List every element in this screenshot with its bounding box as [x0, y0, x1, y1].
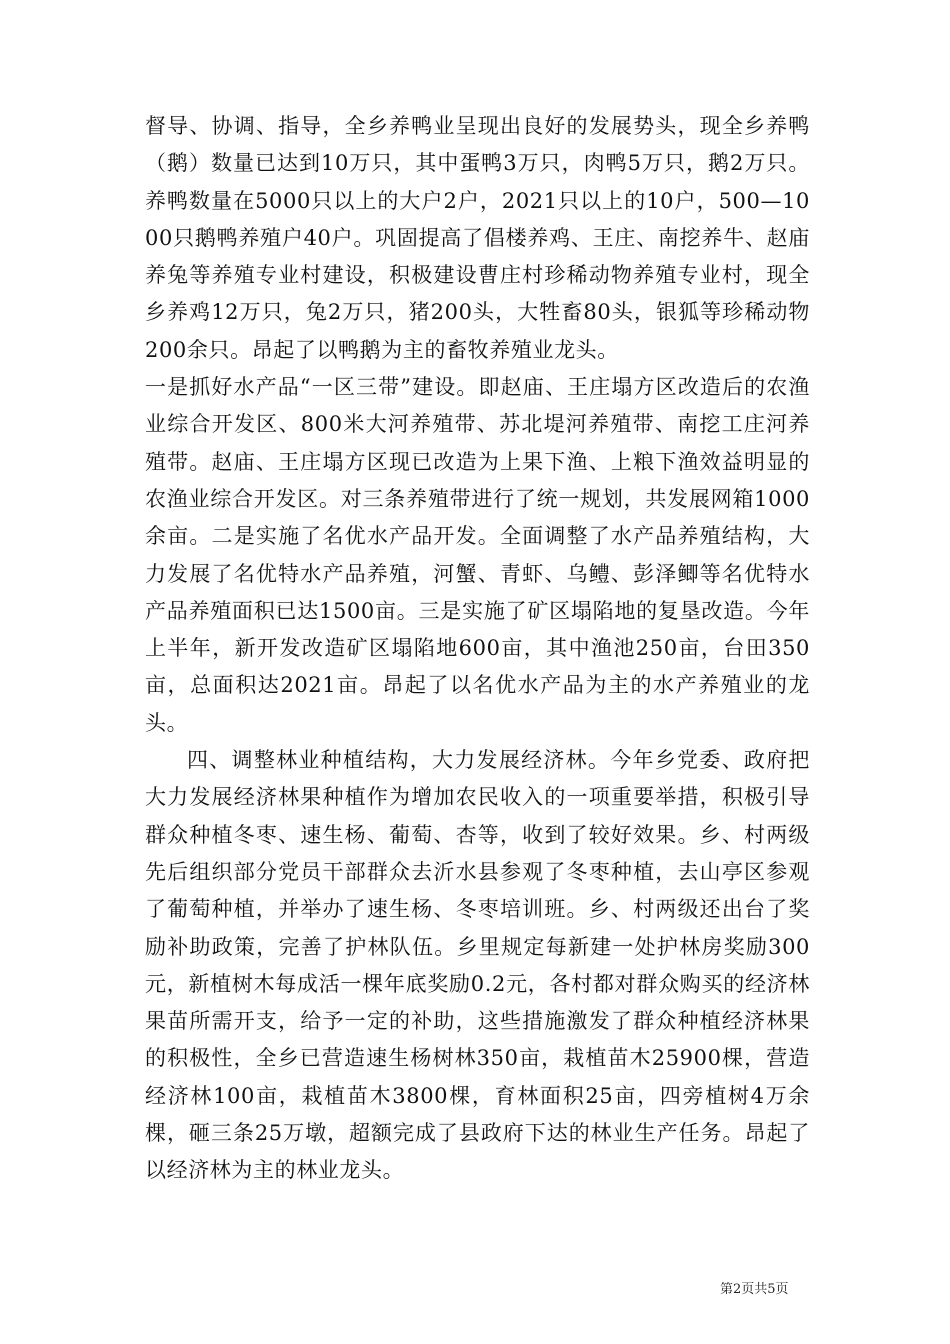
- paragraph-aquaculture: 一是抓好水产品“一区三带”建设。即赵庙、王庄塌方区改造后的农渔业综合开发区、800米大河养殖带、苏北堤河养殖带、南挖工庄河养殖带。赵庙、王庄塌方区现已改造为上果下渔、上粮下渔效益明显的农渔业综合开发区。对三条养殖带进行了统一规划，共发展网箱1000余亩。二是实施了名优水产品开发。全面调整了水产品养殖结构，大力发展了名优特水产品养殖，河蟹、青虾、乌鳢、彭泽鲫等名优特水产品养殖面积已达1500亩。三是实施了矿区塌陷地的复垦改造。今年上半年，新开发改造矿区塌陷地600亩，其中渔池250亩，台田350亩，总面积达2021亩。昂起了以名优水产品为主的水产养殖业的龙头。: [145, 375, 810, 735]
- document-body: [145, 108, 810, 1190]
- paragraph-forestry: 四、调整林业种植结构，大力发展经济林。今年乡党委、政府把大力发展经济林果种植作为增加农民收入的一项重要举措，积极引导群众种植冬枣、速生杨、葡萄、杏等，收到了较好效果。乡、村两级先后组织部分党员干部群众去沂水县参观了冬枣种植，去山亭区参观了葡萄种植，并举办了速生杨、冬枣培训班。乡、村两级还出台了奖励补助政策，完善了护林队伍。乡里规定每新建一处护林房奖励300元，新植树木每成活一棵年底奖励0.2元，各村都对群众购买的经济林果苗所需开支，给予一定的补助，这些措施激发了群众种植经济林果的积极性，全乡已营造速生杨树林350亩，栽植苗木25900棵，营造经济林100亩，栽植苗木3800棵，育林面积25亩，四旁植树4万余棵，砸三条25万墩，超额完成了县政府下达的林业生产任务。昂起了以经济林为主的林业龙头。: [145, 748, 810, 1183]
- page-number: 第2页共5页: [720, 1282, 789, 1297]
- paragraph-livestock: 督导、协调、指导，全乡养鸭业呈现出良好的发展势头，现全乡养鸭（鹅）数量已达到10万只，其中蛋鸭3万只，肉鸭5万只，鹅2万只。养鸭数量在5000只以上的大户2户，2021只以上的10户，500—1000只鹅鸭养殖户40户。巩固提高了倡楼养鸡、王庄、南挖养牛、赵庙养兔等养殖专业村建设，积极建设曹庄村珍稀动物养殖专业村，现全乡养鸡12万只，兔2万只，猪200头，大牲畜80头，银狐等珍稀动物200余只。昂起了以鸭鹅为主的畜牧养殖业龙头。: [145, 114, 810, 362]
